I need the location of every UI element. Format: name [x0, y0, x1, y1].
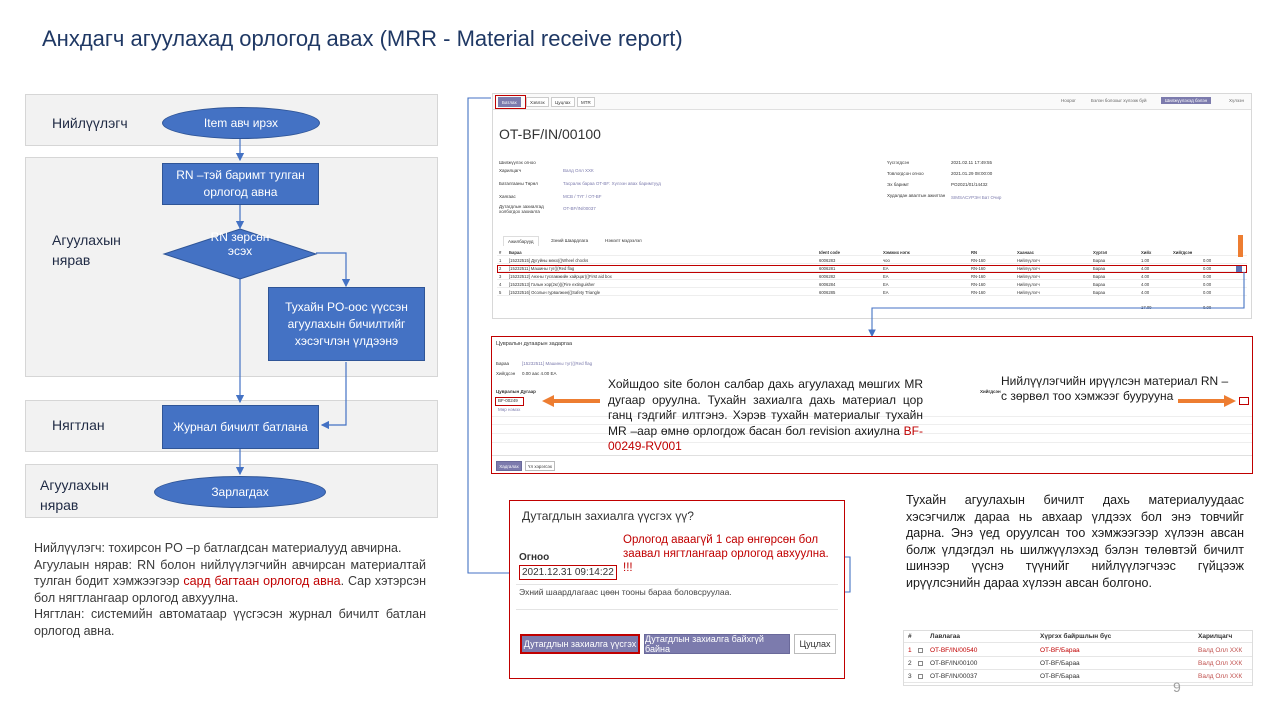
table-cell: 0.00 [1203, 282, 1212, 287]
table-cell: OT-BF/IN/00540 [930, 647, 978, 654]
table-cell: Бараа [1093, 258, 1106, 263]
table-cell: Бараа [1093, 282, 1106, 287]
transfers-header [904, 631, 1252, 643]
table-cell: 6006285 [819, 290, 836, 295]
col-from: Хаанаас [1017, 250, 1034, 255]
table-cell: 1 [499, 258, 502, 263]
decision-label: RN зөрсөн эсэх [210, 230, 270, 258]
col-done: Хийгдсэн [1173, 250, 1193, 255]
table-cell: 6006284 [819, 282, 836, 287]
table-cell: 4 [499, 282, 502, 287]
table-cell: 3 [499, 274, 502, 279]
field-label-purchaser: Худалдан авалтын ажилтан [887, 193, 946, 198]
done-qty-highlight [1239, 397, 1249, 405]
col-index: # [499, 250, 502, 255]
backorder-dialog-title: Дутагдлын захиалга үүсгэх үү? [522, 509, 694, 523]
receipt-reference: OT-BF/IN/00100 [499, 126, 601, 142]
date-input[interactable]: 2021.12.31 09:14:22 [519, 565, 617, 580]
lot-number-input[interactable]: BF-00249 [498, 398, 518, 403]
table-cell: [15232511] Машины туг(((Red flag [509, 266, 575, 271]
step-waiting[interactable]: Бэлэн болохыг хүлээж буй [1091, 98, 1147, 103]
validate-button[interactable]: Батлах [498, 97, 521, 107]
note-warehouse-a: Агуулаын нярав: RN болон нийлүүлэгчийн авчирсан материалтай тулган бодит хэмжээгээр [34, 557, 426, 588]
field-label-source: Эх баримт [887, 182, 909, 187]
lane-label-warehouse-1: Агуулахын нярав [52, 232, 121, 268]
lot-col-done: Хийгдсэн [980, 389, 1001, 394]
lot-explanation [608, 377, 923, 455]
orange-arrow-right [1178, 395, 1238, 409]
lane-label-accountant: Нягтлан [52, 417, 105, 433]
table-row[interactable] [904, 645, 1252, 657]
table-cell: 1.00 [1141, 258, 1150, 263]
table-cell: 2 [908, 660, 912, 667]
cancel-button[interactable]: Цуцлах [551, 97, 575, 107]
journal-rect: Журнал бичилт батлана [162, 405, 319, 449]
field-value-partner[interactable]: Валд Олл ХХК [563, 168, 594, 173]
revision-example: BF-00249-RV001 [608, 423, 923, 453]
table-row[interactable] [904, 658, 1252, 670]
table-cell: [15232513] Галын хор(2кг)(((Fire extinguisher [509, 282, 595, 287]
table-cell: RN-160 [971, 258, 986, 263]
field-label-partner: Харилцагч [499, 168, 522, 173]
table-cell: [15232512] Анхны тусламжийн хайрцаг(((First aid box [509, 274, 612, 279]
po-record-rect: Тухайн PO-оос үүссэн агуулахын бичилтийг хэсэгчлэн үлдээнэ [268, 287, 425, 361]
mt-col-dest: Хүргэх байршлын бүс [1040, 633, 1112, 640]
tab-operations[interactable]: Ажилбарууд [503, 236, 539, 246]
field-label-created: Үүсгэгдсэн [887, 160, 910, 165]
table-cell: RN-160 [971, 282, 986, 287]
table-cell: OT-BF/IN/00100 [930, 660, 978, 667]
lot-explanation-text: Хойшдоо site болон салбар дахь агуулахад мөшгих MR дугаар оруулна. Тухайн захиалга дахь материал цор ганц гэдгийг илтгэнэ. Хэрэв тухайн материалыг тухайн MR –аар өмнө орлогдож басан бол revision ахиулна [608, 377, 923, 438]
orange-arrow-left [542, 395, 602, 409]
table-cell: Нийлүүлэгч [1017, 258, 1040, 263]
field-value-created: 2021.02.11 17:49:55 [951, 160, 992, 165]
step-done[interactable]: Хүлээн [1229, 98, 1244, 103]
table-cell: 0.00 [1203, 274, 1212, 279]
col-product: Бараа [509, 250, 522, 255]
field-label-from: Хаягаас [499, 194, 516, 199]
print-button[interactable]: Хэвлэх [526, 97, 549, 107]
table-cell: Валд Олл ХХК [1198, 660, 1243, 667]
field-value-scheduled[interactable]: 2021.01.29 08:00:00 [951, 171, 993, 176]
table-cell: 3 [908, 673, 912, 680]
mt-col-index: # [908, 633, 912, 640]
note-warehouse [34, 557, 426, 607]
table-cell: Нийлүүлэгч [1017, 274, 1040, 279]
col-rn: RN [971, 250, 978, 255]
table-cell: Нийлүүлэгч [1017, 290, 1040, 295]
table-cell: RN-160 [971, 290, 986, 295]
transfers-list [903, 630, 1253, 686]
table-cell: EA [883, 290, 889, 295]
lot-qty-value: 0.00 аас 4.00 ЕА [522, 371, 557, 376]
col-to: Хүргэл [1093, 250, 1108, 255]
step-draft[interactable]: Ноорог [1061, 98, 1076, 103]
note-warehouse-red: сард багтаан орлогод авна [183, 574, 341, 588]
backorder-dialog-screenshot [509, 500, 845, 679]
table-cell: 4.00 [1141, 274, 1150, 279]
backorder-body: Эхний шаардлагаас цөөн тооны бараа боловсруулаа. [516, 584, 838, 610]
backorder-explanation: Тухайн агуулахын бичилт дахь материалуудаас хэсэгчилж дараа нь авхаар үлдээх бол энэ товчийг дарна. Энэ үед оруулсан тоо хэмжээгээр хүлээн авсан болж үлдэгдэл нь шилжүүлэхэд бэлэн төлөвтэй бичилт шинээр үүснэ түүнийг нийлүүлэгчээс гүйцээж ирүүлсэнийн дараа хүлээн авсан болгоно. [906, 493, 1244, 590]
mt-col-partner: Харилцагч [1198, 633, 1233, 640]
table-cell: OT-BF/Бараа [1040, 673, 1080, 680]
field-label-backorder: Дутагдлын захиалгад холбогдох захиалга [499, 204, 544, 214]
table-row[interactable] [904, 671, 1252, 683]
row-checkbox[interactable] [918, 661, 923, 666]
field-value-backorder[interactable]: OT-BF/IN/00037 [563, 206, 596, 211]
table-cell: чоо [883, 258, 890, 263]
col-todo: Хийх [1141, 250, 1152, 255]
overdue-warning: Орлогод аваагүй 1 сар өнгөрсөн бол заавал нягтлангаар орлогод авхуулна. !!! [623, 534, 829, 574]
table-cell: OT-BF/Бараа [1040, 660, 1080, 667]
note-supplier: Нийлүүлэгч: тохирсон PO –р батлагдсан материалууд авчирна. [34, 541, 402, 555]
table-cell: EA [883, 266, 889, 271]
supplier-note: Нийлүүлэгчийн ирүүлсэн материал RN –с зөрвөл тоо хэмжээг буурууна [1001, 374, 1229, 403]
field-value-purchaser[interactable]: SIMSACУРЭН Бат Очир [951, 195, 1002, 200]
lot-qty-label: Хийгдсэн [496, 371, 516, 376]
table-cell: Бараа [1093, 274, 1106, 279]
date-label: Огноо [519, 552, 550, 563]
row-checkbox[interactable] [918, 648, 923, 653]
field-label-scheduled: Товлогдсон огноо [887, 171, 924, 176]
table-cell: OT-BF/Бараа [1040, 647, 1080, 654]
field-value-type[interactable]: Тасралж бараа OT-BF: Хүлээн авах баримтууд [563, 181, 661, 186]
lane-label-warehouse-2: Агуулахын нярав [40, 477, 109, 513]
flow-connectors [0, 0, 460, 530]
table-cell: 2 [499, 266, 502, 271]
end-oval: Зарлагдах [154, 476, 326, 508]
create-backorder-button[interactable]: Дутагдлын захиалга үүсгэх [520, 634, 640, 654]
cancel-dialog-button[interactable]: Цуцлах [794, 634, 836, 654]
table-cell: 6006283 [819, 258, 836, 263]
table-cell: 0.00 [1203, 266, 1212, 271]
table-cell: RN-160 [971, 274, 986, 279]
lot-confirm-button[interactable]: Хадгалах [496, 461, 522, 471]
col-ident: Ident code [819, 250, 840, 255]
mt-col-ref: Лавлагаа [930, 633, 960, 640]
field-value-from[interactable]: МСВ / ТҮГ / OT-BF [563, 194, 602, 199]
table-cell: Бараа [1093, 290, 1106, 295]
table-cell: 4.00 [1141, 266, 1150, 271]
table-cell: 6006281 [819, 266, 836, 271]
mtr-button[interactable]: MTR [577, 97, 595, 107]
page-number: 9 [1173, 679, 1181, 695]
total-todo: 17.00 [1141, 305, 1152, 310]
lot-dialog-screenshot [491, 336, 1253, 474]
table-cell: 5 [499, 290, 502, 295]
lot-col-header: Цувралын Дугаар [496, 389, 536, 394]
table-cell: EA [883, 282, 889, 287]
lane-label-supplier: Нийлүүлэгч [52, 115, 128, 131]
field-label-type: Баталгааны Төрөл [499, 181, 538, 186]
table-cell: Нийлүүлэгч [1017, 282, 1040, 287]
table-cell: [15232515] Дугуйны мөхх(((Wheel chocks [509, 258, 589, 263]
table-cell: Нийлүүлэгч [1017, 266, 1040, 271]
lot-add-line[interactable]: Мөр нэмэх [498, 407, 521, 412]
start-oval: Item авч ирэх [162, 107, 320, 139]
table-cell: EA [883, 274, 889, 279]
note-accountant: Нягтлан: системийн автоматаар үүсгэсэн журнал бичилт батлан орлогод авна. [34, 607, 426, 638]
slide-title: Анхдагч агуулахад орлогод авах (MRR - Material receive report) [42, 26, 683, 51]
table-cell: 4.00 [1141, 282, 1150, 287]
table-cell: 0.00 [1203, 290, 1212, 295]
receive-rect: RN –тэй баримт тулган орлогод авна [162, 163, 319, 205]
step-ready[interactable]: Шилжүүлэхэд бэлэн [1161, 97, 1211, 104]
note-warehouse-b: . Сар хэтэрсэн бол нягтлангаар орлогод авхуулна. [34, 574, 427, 605]
row-checkbox[interactable] [918, 674, 923, 679]
tab-additional-info[interactable]: Нэмэлт мэдээлэл [605, 238, 642, 243]
table-cell: RN-160 [971, 266, 986, 271]
field-label-date: Шилжүүлэх огноо [499, 160, 536, 165]
lot-product-value: [15232511] Машины туг(((Red flag [522, 361, 593, 366]
table-cell: OT-BF/IN/00037 [930, 673, 978, 680]
col-uom: Хэмжих нэгж [883, 250, 910, 255]
table-cell: [15232516] Осолын гурвалжин(((Safety Triangle [509, 290, 601, 295]
table-cell: 1 [908, 647, 912, 654]
lot-product-label: Бараа [496, 361, 509, 366]
lot-discard-button[interactable]: Үл хэрэгсэх [525, 461, 555, 471]
table-cell: Валд Олл ХХК [1198, 673, 1243, 680]
table-cell: Бараа [1093, 266, 1106, 271]
notes-block [34, 540, 426, 639]
total-done: 0.00 [1203, 305, 1212, 310]
field-value-source: PO2021/01/14432 [951, 182, 988, 187]
table-cell: 6006282 [819, 274, 836, 279]
table-cell: 0.00 [1203, 258, 1212, 263]
lot-dialog-title: Цувралын дугаарын задаргаа [496, 341, 573, 347]
table-cell: Валд Олл ХХК [1198, 647, 1243, 654]
no-backorder-button[interactable]: Дутагдлын захиалга байхгүй байна [644, 634, 790, 654]
tab-initial-demand[interactable]: Зэний Шаардлага [551, 238, 589, 243]
table-cell: 4.00 [1141, 290, 1150, 295]
